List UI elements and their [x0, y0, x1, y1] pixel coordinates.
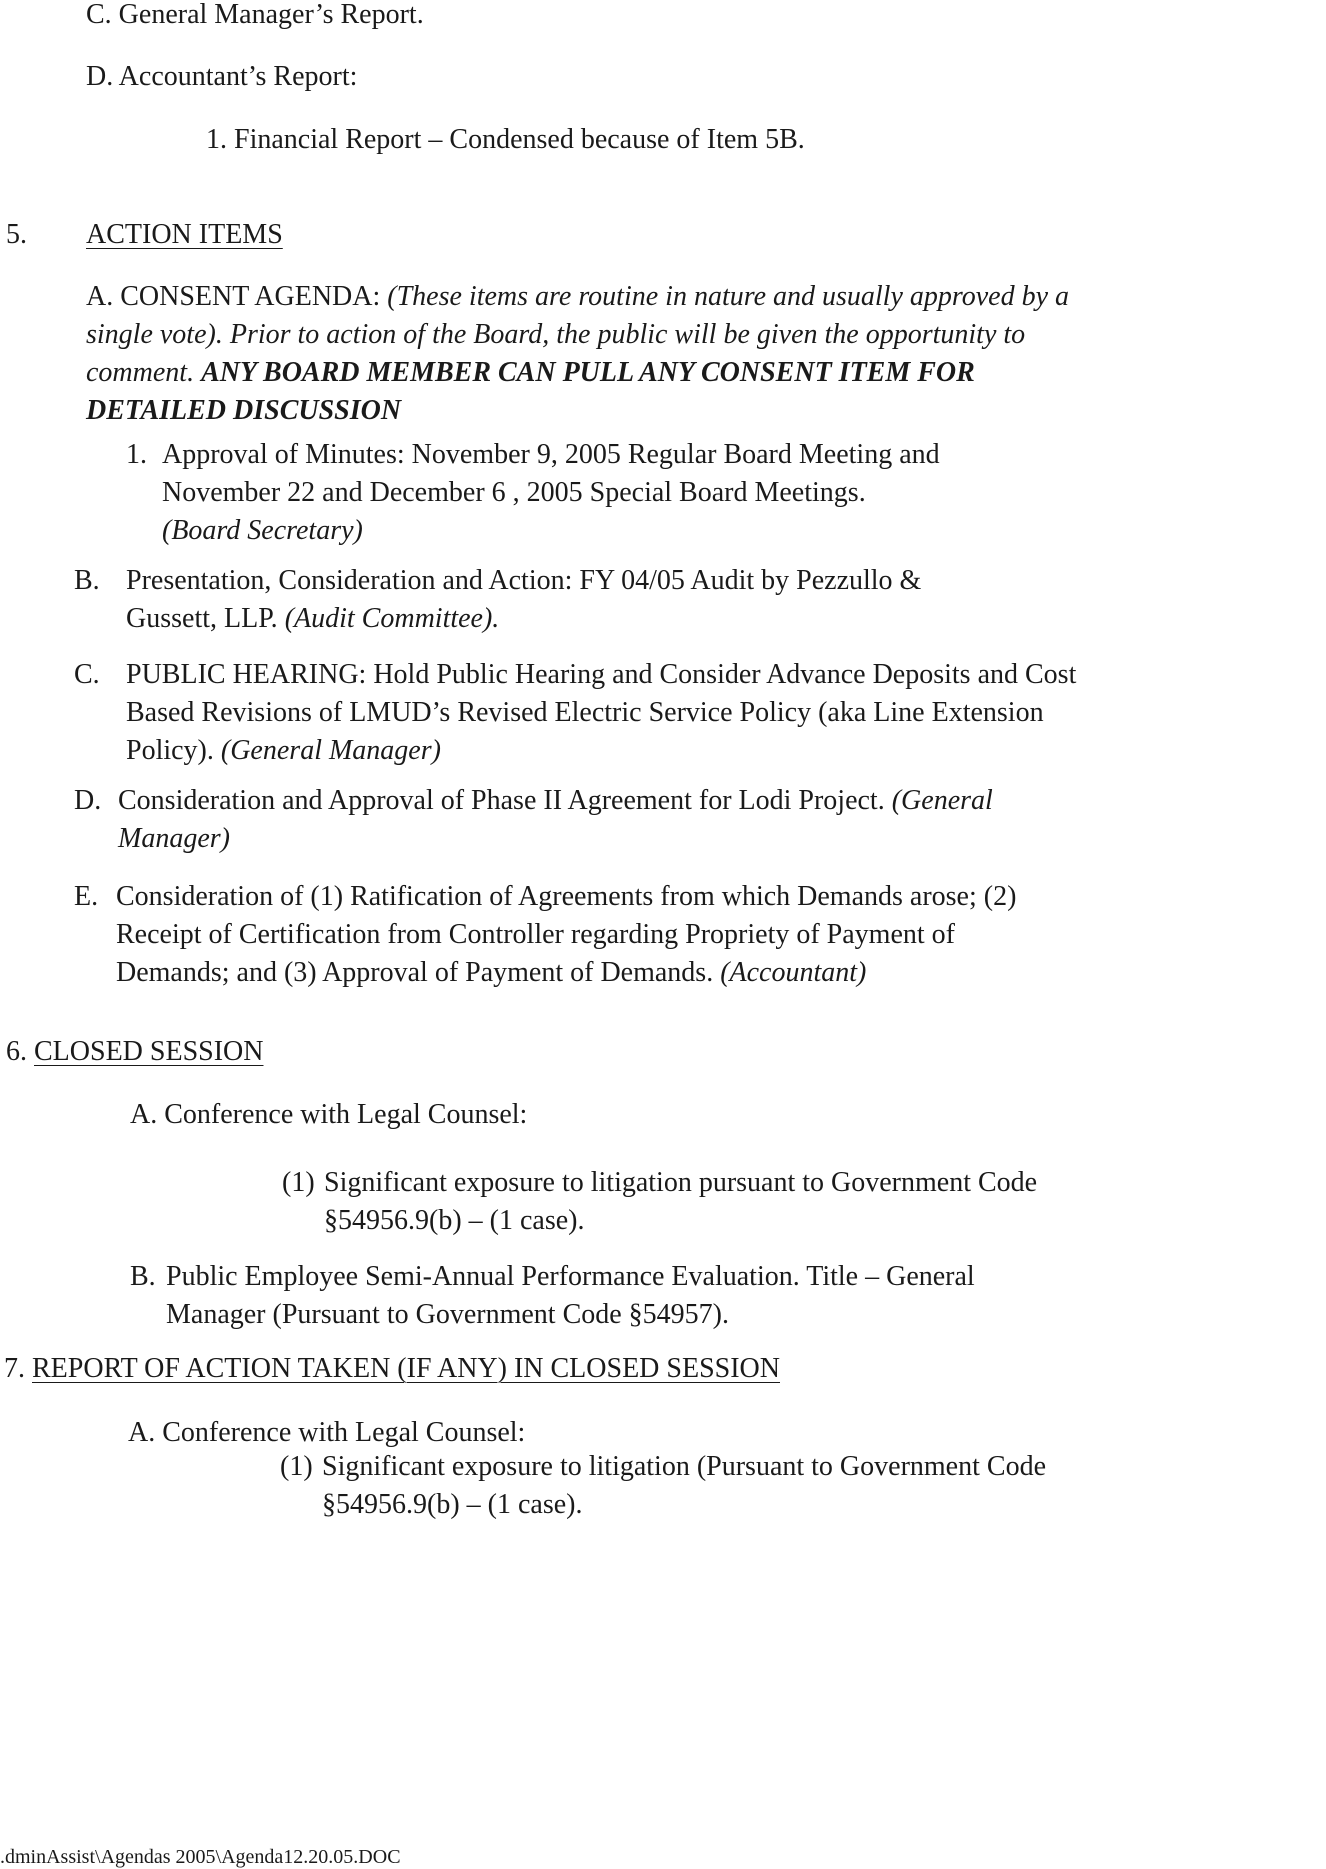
item-5b-presenter: (Audit Committee).	[284, 603, 500, 634]
item-5b	[74, 562, 1004, 638]
item-5e-presenter: (Accountant)	[720, 957, 867, 988]
item-5e-text: Consideration of (1) Ratification of Agreements from which Demands arose; (2) Receipt of Certification from Controller regarding Propriety of Payment of Demands; and (3) Approval of Payment of Demands.	[116, 881, 1017, 988]
item-5e-number: E.	[74, 881, 99, 912]
item-5c-text: PUBLIC HEARING: Hold Public Hearing and Consider Advance Deposits and Cost Based Revisions of LMUD’s Revised Electric Service Policy (aka Line Extension Policy).	[126, 659, 1077, 766]
section-5-heading: ACTION ITEMS	[86, 219, 283, 250]
item-5a-note: (These items are routine in nature and usually approved by a single vote). Prior to action of the Board, the public will be given the opportunity to comment.	[86, 281, 1070, 388]
item-4c: C. General Manager’s Report.	[86, 0, 424, 30]
item-5e	[74, 878, 1040, 992]
item-5d-number: D.	[74, 785, 102, 816]
item-7a: A. Conference with Legal Counsel:	[128, 1417, 526, 1448]
item-6a: A. Conference with Legal Counsel:	[130, 1099, 528, 1130]
section-7-number: 7.	[4, 1353, 25, 1384]
section-6-number: 6.	[6, 1036, 27, 1067]
item-5d-text: Consideration and Approval of Phase II Agreement for Lodi Project.	[118, 785, 885, 816]
item-7a-1-number: (1)	[280, 1451, 313, 1482]
section-6-heading: CLOSED SESSION	[34, 1036, 264, 1067]
item-5c	[74, 656, 1098, 770]
section-6	[6, 1033, 263, 1071]
item-5a-1-number: 1.	[126, 439, 147, 470]
item-6a-1	[282, 1164, 1042, 1240]
item-4d: D. Accountant’s Report:	[86, 61, 358, 92]
item-7a-1	[280, 1448, 1054, 1524]
section-7-heading: REPORT OF ACTION TAKEN (IF ANY) IN CLOSED SESSION	[32, 1353, 780, 1384]
item-5b-number: B.	[74, 565, 100, 596]
item-5c-presenter: (General Manager)	[220, 735, 441, 766]
item-4d-1: 1. Financial Report – Condensed because of Item 5B.	[206, 124, 805, 155]
section-7	[4, 1350, 780, 1388]
item-7a-1-text: Significant exposure to litigation (Pursuant to Government Code §54956.9(b) – (1 case).	[322, 1451, 1046, 1520]
section-5-number: 5.	[6, 219, 27, 250]
item-5a-label: A. CONSENT AGENDA:	[86, 281, 381, 312]
item-5a-1	[126, 436, 1006, 550]
item-5a-1-text: Approval of Minutes: November 9, 2005 Regular Board Meeting and November 22 and December 6 , 2005 Special Board Meetings.	[162, 439, 940, 508]
item-5d-presenter: (General Manager)	[118, 785, 993, 854]
item-5a-warning: ANY BOARD MEMBER CAN PULL ANY CONSENT ITEM FOR DETAILED DISCUSSION	[86, 357, 975, 426]
item-5a	[86, 278, 1108, 430]
item-5b-text: Presentation, Consideration and Action: FY 04/05 Audit by Pezzullo & Gussett, LLP.	[126, 565, 922, 634]
item-5a-1-presenter: (Board Secretary)	[162, 515, 363, 546]
footer-file-path: .dminAssist\Agendas 2005\Agenda12.20.05.DOC	[0, 1846, 401, 1868]
item-6b	[130, 1258, 1060, 1334]
item-5c-number: C.	[74, 659, 100, 690]
item-6b-number: B.	[130, 1261, 156, 1292]
item-6a-1-number: (1)	[282, 1167, 315, 1198]
item-5d	[74, 782, 1074, 858]
item-6a-1-text: Significant exposure to litigation pursuant to Government Code §54956.9(b) – (1 case).	[324, 1167, 1038, 1236]
item-6b-text: Public Employee Semi-Annual Performance Evaluation. Title – General Manager (Pursuant to Government Code §54957).	[166, 1261, 975, 1330]
